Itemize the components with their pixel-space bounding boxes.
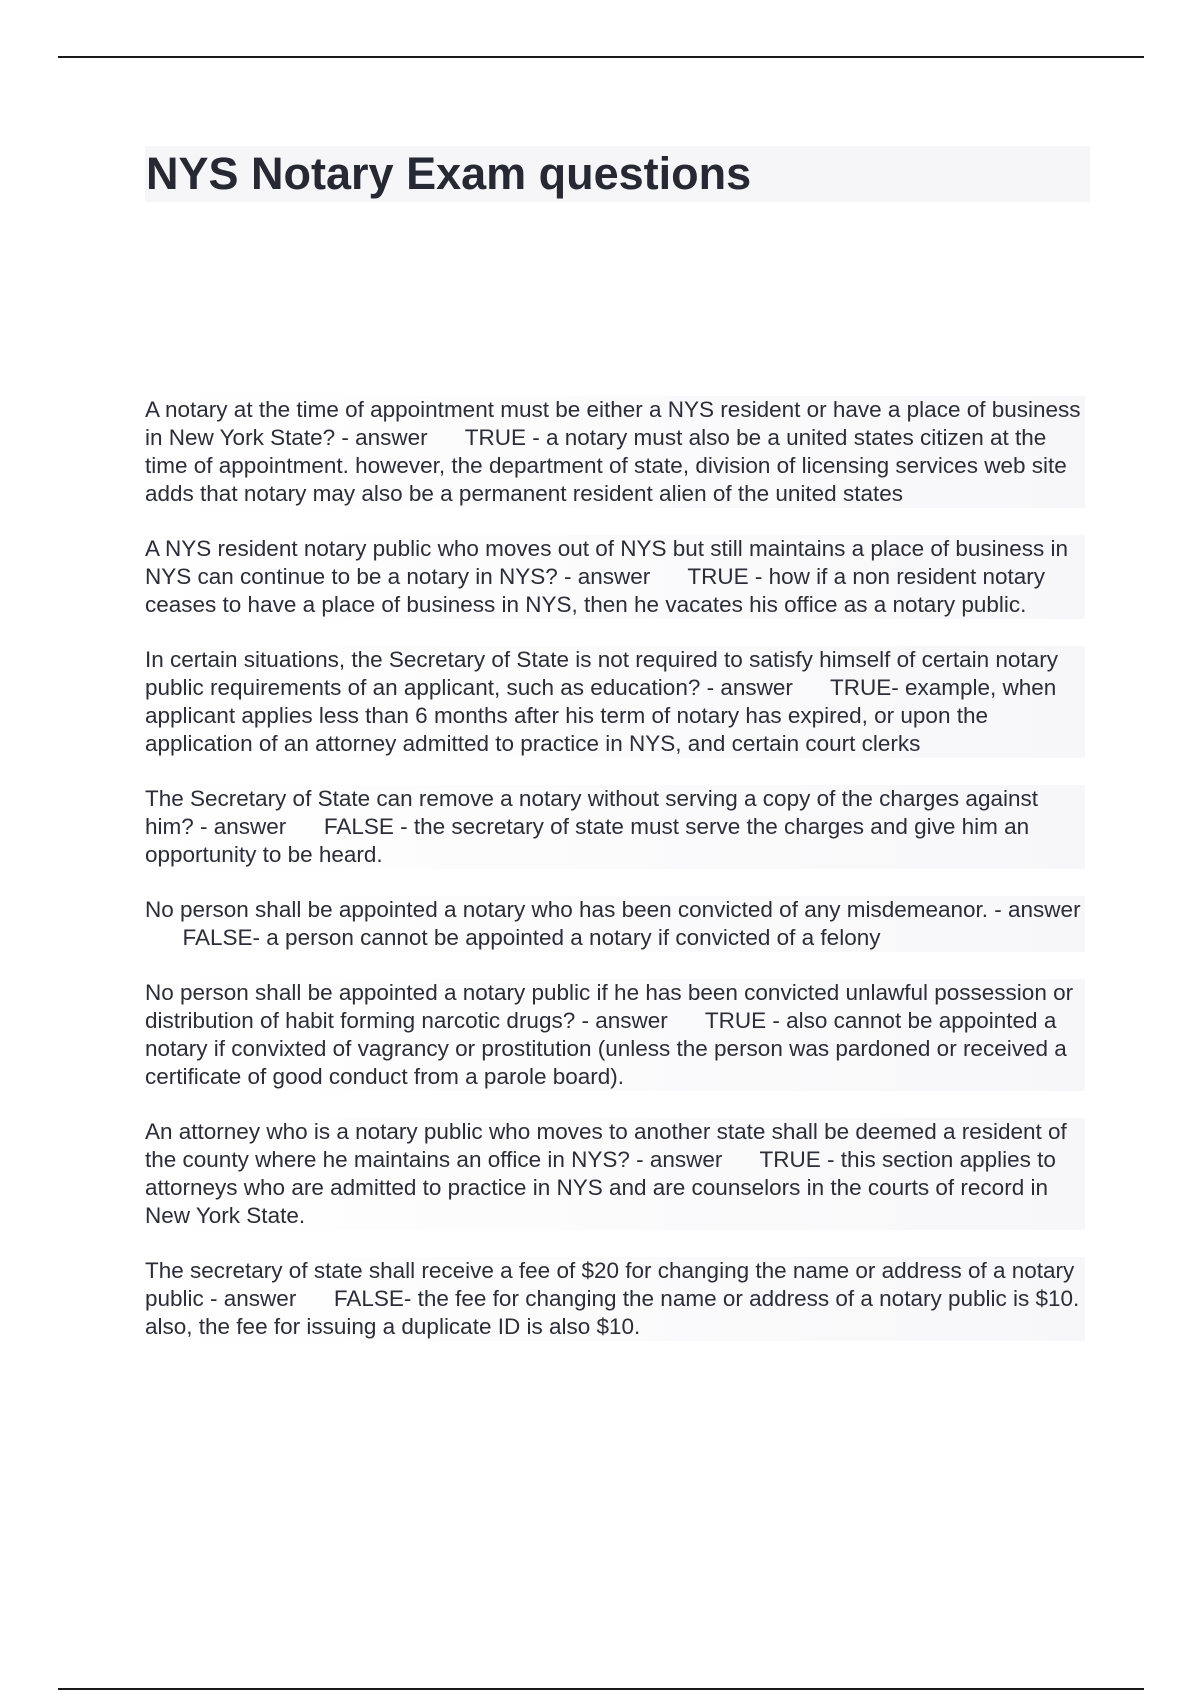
qa-item	[145, 396, 1085, 508]
bottom-rule	[58, 1688, 1144, 1690]
answer-text: TRUE - also cannot be appointed a notary if convixted of vagrancy or prostitution (unless the person was pardoned or received a certificate of good conduct from a parole board).	[145, 1008, 1067, 1089]
question-text: An attorney who is a notary public who moves to another state shall be deemed a resident of the county where he maintains an office in NYS? - answer	[145, 1119, 1067, 1172]
qa-item	[145, 1257, 1085, 1341]
question-text: A notary at the time of appointment must be either a NYS resident or have a place of business in New York State? - answer	[145, 397, 1081, 450]
answer-text: TRUE - a notary must also be a united states citizen at the time of appointment. however, the department of state, division of licensing services web site adds that notary may also be a permanent resident alien of the united states	[145, 425, 1067, 506]
question-text: A NYS resident notary public who moves out of NYS but still maintains a place of business in NYS can continue to be a notary in NYS? - answer	[145, 536, 1068, 589]
answer-text: TRUE - this section applies to attorneys who are admitted to practice in NYS and are counselors in the courts of record in New York State.	[145, 1147, 1056, 1228]
qa-item	[145, 535, 1085, 619]
answer-text: FALSE- the fee for changing the name or address of a notary public is $10. also, the fee for issuing a duplicate ID is also $10.	[145, 1286, 1080, 1339]
answer-text: FALSE - the secretary of state must serve the charges and give him an opportunity to be heard.	[145, 814, 1030, 867]
qa-item	[145, 1118, 1085, 1230]
qa-item	[145, 979, 1085, 1091]
answer-text: TRUE - how if a non resident notary ceases to have a place of business in NYS, then he vacates his office as a notary public.	[145, 564, 1046, 617]
question-text: The Secretary of State can remove a notary without serving a copy of the charges against him? - answer	[145, 786, 1038, 839]
answer-text: TRUE- example, when applicant applies less than 6 months after his term of notary has expired, or upon the application of an attorney admitted to practice in NYS, and certain court clerks	[145, 675, 1057, 756]
page-title: NYS Notary Exam questions	[146, 148, 752, 199]
question-text: In certain situations, the Secretary of State is not required to satisfy himself of certain notary public requirements of an applicant, such as education? - answer	[145, 647, 1058, 700]
answer-text: FALSE- a person cannot be appointed a notary if convicted of a felony	[182, 925, 881, 950]
question-text: The secretary of state shall receive a fee of $20 for changing the name or address of a notary public - answer	[145, 1258, 1075, 1311]
qa-item	[145, 896, 1085, 952]
top-rule	[58, 56, 1144, 58]
question-text: No person shall be appointed a notary public if he has been convicted unlawful possession or distribution of habit forming narcotic drugs? - answer	[145, 980, 1074, 1033]
qa-item	[145, 646, 1085, 758]
question-text: No person shall be appointed a notary who has been convicted of any misdemeanor. - answer	[145, 897, 1081, 922]
qa-list	[145, 396, 1085, 1368]
qa-item	[145, 785, 1085, 869]
